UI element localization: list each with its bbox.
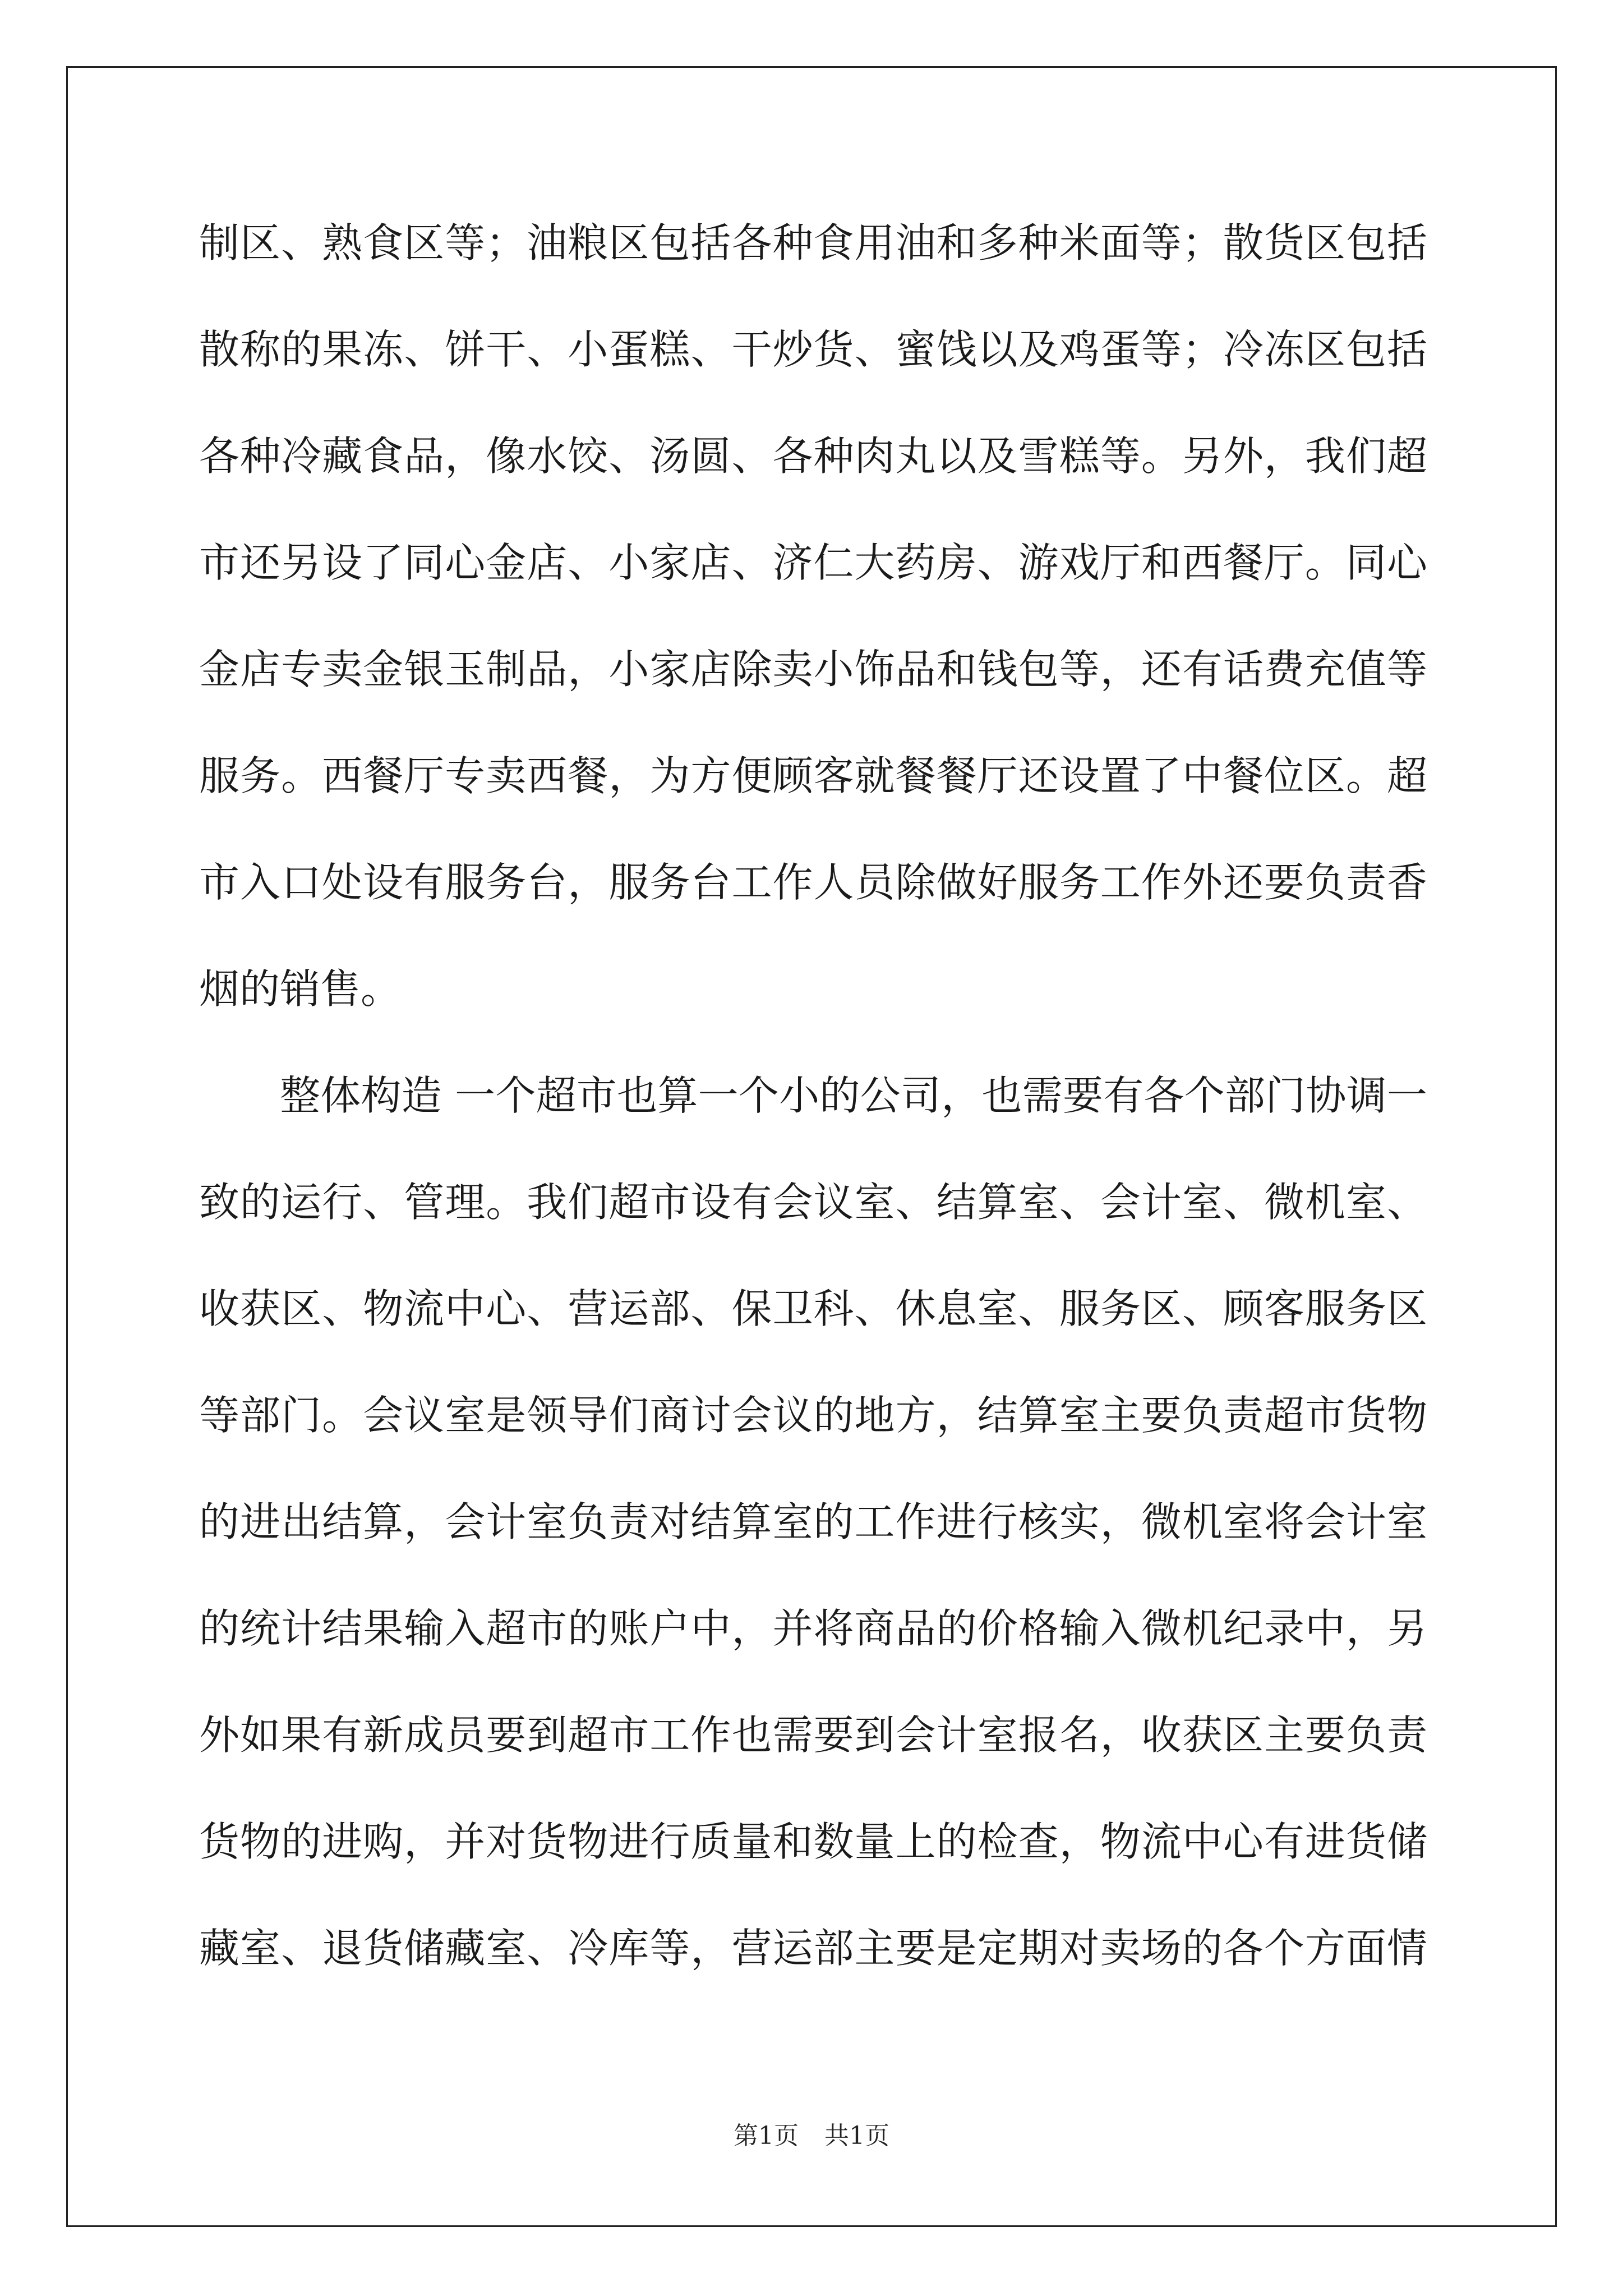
text-line: 各种冷藏食品，像水饺、汤圆、各种肉丸以及雪糕等。另外，我们超 bbox=[199, 432, 1427, 480]
text-line: 烟的销售。 bbox=[199, 965, 402, 1013]
text-line: 货物的进购，并对货物进行质量和数量上的检查，物流中心有进货储 bbox=[199, 1818, 1427, 1865]
text-line: 服务。西餐厅专卖西餐，为方便顾客就餐餐厅还设置了中餐位区。超 bbox=[199, 752, 1427, 799]
text-line: 金店专卖金银玉制品，小家店除卖小饰品和钱包等，还有话费充值等 bbox=[199, 646, 1427, 693]
text-line: 市入口处设有服务台，服务台工作人员除做好服务工作外还要负责香 bbox=[199, 859, 1427, 906]
text-line: 的进出结算，会计室负责对结算室的工作进行核实，微机室将会计室 bbox=[199, 1498, 1427, 1545]
text-line: 致的运行、管理。我们超市设有会议室、结算室、会计室、微机室、 bbox=[199, 1179, 1427, 1226]
paragraph-start-line: 整体构造 一个超市也算一个小的公司，也需要有各个部门协调一 bbox=[280, 1072, 1427, 1119]
text-line: 制区、熟食区等；油粮区包括各种食用油和多种米面等；散货区包括 bbox=[199, 219, 1427, 266]
text-line: 散称的果冻、饼干、小蛋糕、干炒货、蜜饯以及鸡蛋等；冷冻区包括 bbox=[199, 326, 1427, 373]
document-body bbox=[199, 212, 1427, 2024]
page-footer bbox=[0, 2119, 1623, 2153]
text-line: 收获区、物流中心、营运部、保卫科、休息室、服务区、顾客服务区 bbox=[199, 1285, 1427, 1332]
text-line: 等部门。会议室是领导们商讨会议的地方，结算室主要负责超市货物 bbox=[199, 1392, 1427, 1439]
page-number: 第1页 bbox=[734, 2122, 799, 2150]
text-line: 的统计结果输入超市的账户中，并将商品的价格输入微机纪录中，另 bbox=[199, 1605, 1427, 1652]
page-total: 共1页 bbox=[824, 2122, 889, 2150]
text-line: 外如果有新成员要到超市工作也需要到会计室报名，收获区主要负责 bbox=[199, 1711, 1427, 1759]
text-line: 市还另设了同心金店、小家店、济仁大药房、游戏厅和西餐厅。同心 bbox=[199, 539, 1427, 586]
text-line: 藏室、退货储藏室、冷库等，营运部主要是定期对卖场的各个方面情 bbox=[199, 1925, 1427, 1972]
